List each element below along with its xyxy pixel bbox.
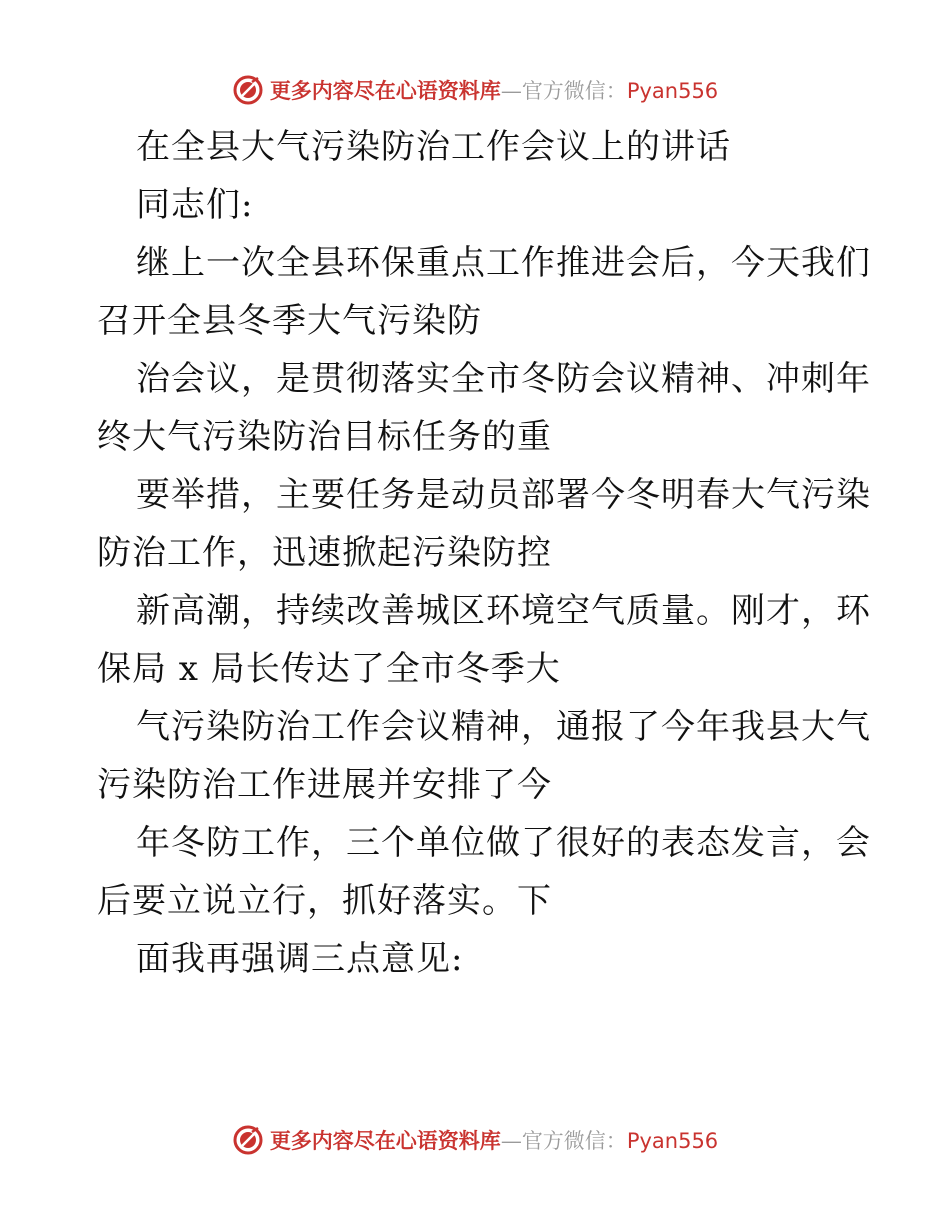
banner-sub-text: 官方微信： xyxy=(521,1129,627,1153)
banner-sub-text: 官方微信： xyxy=(521,79,627,103)
banner-main-text: 更多内容尽在心语资料库 xyxy=(269,1128,501,1153)
header-banner xyxy=(0,70,950,110)
paragraph-line: 气污染防治工作会议精神，通报了今年我县大气 xyxy=(136,707,871,747)
banner-wechat-id: Pyan556 xyxy=(626,1129,719,1153)
paragraph-line: 终大气污染防治目标任务的重 xyxy=(97,417,552,457)
banner-main-text: 更多内容尽在心语资料库 xyxy=(269,78,501,103)
footer-banner xyxy=(0,1120,950,1160)
paragraph-line: 污染防治工作进展并安排了今 xyxy=(97,765,552,805)
paragraph-line: 新高潮，持续改善城区环境空气质量。刚才，环 xyxy=(136,591,871,631)
document-body xyxy=(97,118,871,988)
paragraph-line: 召开全县冬季大气污染防 xyxy=(97,301,482,341)
stamp-logo-icon xyxy=(232,74,264,106)
paragraph-line: 后要立说立行，抓好落实。下 xyxy=(97,881,552,921)
stamp-logo-icon xyxy=(232,1124,264,1156)
salutation: 同志们: xyxy=(136,185,254,225)
paragraph-line: 治会议，是贯彻落实全市冬防会议精神、冲刺年 xyxy=(136,359,871,399)
paragraph-line: 继上一次全县环保重点工作推进会后，今天我们 xyxy=(136,243,871,283)
banner-dash: — xyxy=(500,1129,522,1153)
paragraph-line: 年冬防工作，三个单位做了很好的表态发言，会 xyxy=(136,823,871,863)
paragraph-line: 面我再强调三点意见: xyxy=(136,939,464,979)
paragraph-line: 要举措，主要任务是动员部署今冬明春大气污染 xyxy=(136,475,871,515)
paragraph-line: 保局 x 局长传达了全市冬季大 xyxy=(97,649,561,689)
banner-text xyxy=(270,75,718,105)
paragraph-line: 防治工作，迅速掀起污染防控 xyxy=(97,533,552,573)
banner-wechat-id: Pyan556 xyxy=(626,79,719,103)
document-title: 在全县大气污染防治工作会议上的讲话 xyxy=(136,127,731,167)
banner-dash: — xyxy=(500,79,522,103)
banner-text xyxy=(270,1125,718,1155)
